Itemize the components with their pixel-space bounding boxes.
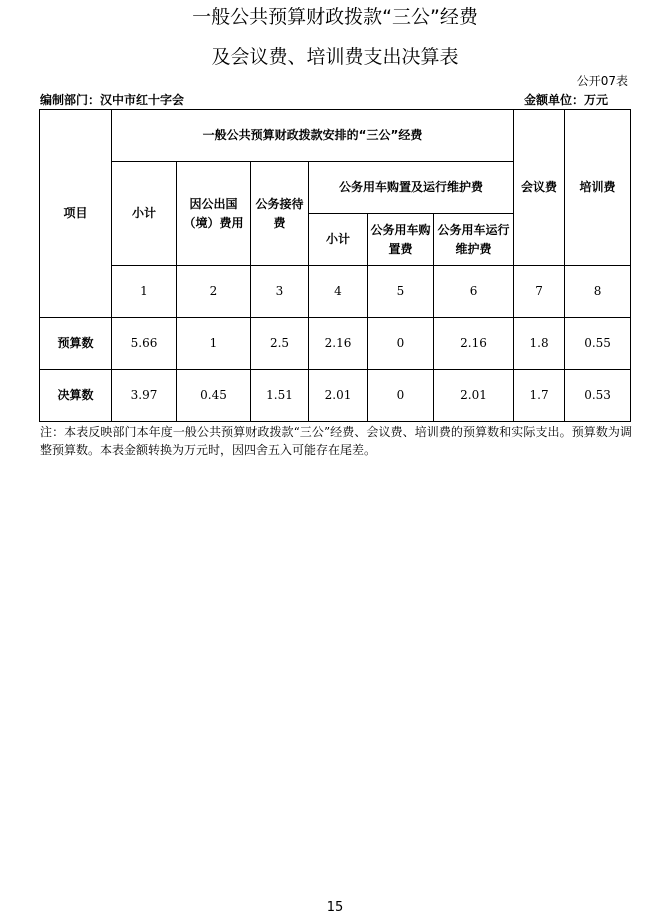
- form-number: 公开07表: [576, 74, 628, 88]
- table-cell: 0: [368, 370, 434, 422]
- column-number: 7: [514, 266, 565, 318]
- column-number: 8: [565, 266, 631, 318]
- table-cell: 2.16: [434, 318, 514, 370]
- column-number: 5: [368, 266, 434, 318]
- table-cell: 3.97: [112, 370, 177, 422]
- header-vehicle-expenses: 公务用车购置及运行维护费: [309, 162, 514, 214]
- table-cell: 2.01: [434, 370, 514, 422]
- header-item: 项目: [40, 110, 112, 318]
- row-label-budget: 预算数: [40, 318, 112, 370]
- compiling-department: 编制部门：汉中市红十字会: [40, 93, 185, 107]
- header-abroad-expenses: 因公出国（境）费用: [177, 162, 251, 266]
- table-row-final-accounts: [40, 370, 631, 422]
- column-number: 6: [434, 266, 514, 318]
- table-cell: 2.01: [309, 370, 368, 422]
- header-subtotal: 小计: [112, 162, 177, 266]
- column-number: 1: [112, 266, 177, 318]
- column-number: 4: [309, 266, 368, 318]
- page-number: 15: [326, 900, 344, 915]
- amount-unit: 金额单位：万元: [523, 93, 608, 107]
- header-meeting-fee: 会议费: [514, 110, 565, 266]
- header-vehicle-subtotal: 小计: [309, 214, 368, 266]
- table-cell: 1.7: [514, 370, 565, 422]
- table-cell: 0.45: [177, 370, 251, 422]
- header-vehicle-operation: 公务用车运行维护费: [434, 214, 514, 266]
- table-cell: 2.5: [251, 318, 309, 370]
- row-label-final-accounts: 决算数: [40, 370, 112, 422]
- table-row-budget: [40, 318, 631, 370]
- header-reception-fee: 公务接待费: [251, 162, 309, 266]
- table-cell: 1: [177, 318, 251, 370]
- expenditure-table: [39, 109, 631, 422]
- table-cell: 1.8: [514, 318, 565, 370]
- table-cell: 5.66: [112, 318, 177, 370]
- table-note: 注：本表反映部门本年度一般公共预算财政拨款“三公”经费、会议费、培训费的预算数和实际支出。预算数为调整预算数。本表金额转换为万元时，因四舍五入可能存在尾差。: [40, 425, 632, 457]
- header-vehicle-purchase: 公务用车购置费: [368, 214, 434, 266]
- table-cell: 2.16: [309, 318, 368, 370]
- table-cell: 0.53: [565, 370, 631, 422]
- column-number: 3: [251, 266, 309, 318]
- column-number: 2: [177, 266, 251, 318]
- table-cell: 0: [368, 318, 434, 370]
- table-cell: 0.55: [565, 318, 631, 370]
- header-training-fee: 培训费: [565, 110, 631, 266]
- title-line-2: 及会议费、培训费支出决算表: [211, 46, 459, 68]
- table-cell: 1.51: [251, 370, 309, 422]
- title-line-1: 一般公共预算财政拨款“三公”经费: [192, 6, 478, 28]
- header-three-public-funds: 一般公共预算财政拨款安排的“三公”经费: [112, 110, 514, 162]
